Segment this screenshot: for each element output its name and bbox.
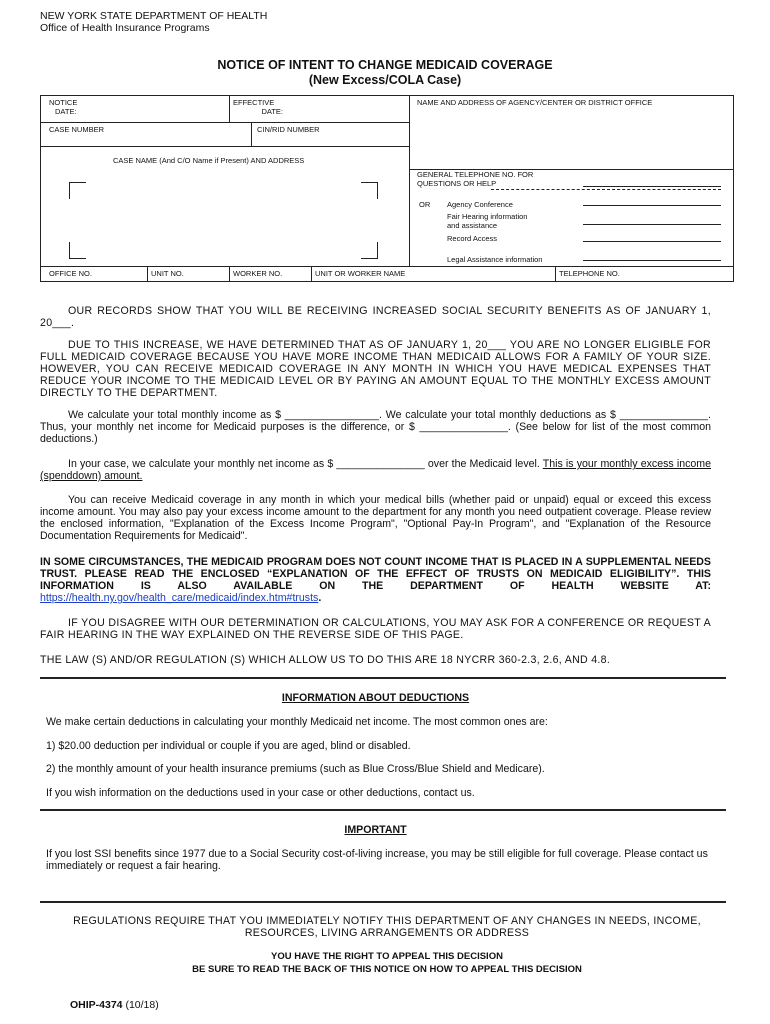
agency-header <box>40 10 267 34</box>
paragraph-disagree: IF YOU DISAGREE WITH OUR DETERMINATION OR CALCULATIONS, YOU MAY ASK FOR A CONFERENCE OR REQUEST A FAIR HEARING IN THE WAY EXPLAINED ON THE REVERSE SIDE OF THIS PAGE. <box>40 617 711 641</box>
important-text: If you lost SSI benefits since 1977 due to a Social Security cost-of-living increase, you may be still eligible for full coverage. Please contact us immediately or request a fair hearing. <box>46 848 708 872</box>
unit-no-label: UNIT NO. <box>151 269 184 278</box>
section-divider <box>40 901 726 903</box>
address-window-corner <box>69 182 86 199</box>
appeal-right: YOU HAVE THE RIGHT TO APPEAL THIS DECISION <box>271 951 503 962</box>
record-access-line[interactable] <box>583 241 721 242</box>
agency-name: NEW YORK STATE DEPARTMENT OF HEALTH <box>40 10 268 22</box>
divider <box>41 146 409 147</box>
address-window-corner <box>69 242 86 259</box>
deduction-item-2: 2) the monthly amount of your health insurance premiums (such as Blue Cross/Blue Shield and Medicare). <box>46 763 545 775</box>
notice-title: NOTICE OF INTENT TO CHANGE MEDICAID COVERAGE <box>217 58 553 72</box>
paragraph-ineligible: DUE TO THIS INCREASE, WE HAVE DETERMINED THAT AS OF JANUARY 1, 20___ YOU ARE NO LONGER ELIGIBLE FOR FULL MEDICAID COVERAGE BECAUSE YOU HAVE MORE INCOME THAN MEDICAID ALLOWS FOR A FAMILY OF YOUR SIZE. HOWEVER, YOU CAN RECEIVE MEDICAID COVERAGE IN ANY MONTH IN WHICH YOU HAVE MEDICAL EXPENSES THAT REDUCE YOUR INCOME TO THE MEDICAID LEVEL OR BY PAYING AN AMOUNT EQUAL TO THE MONTHLY EXCESS AMOUNT DIRECTLY TO THE DEPARTMENT. <box>40 339 711 399</box>
paragraph-ss-increase: OUR RECORDS SHOW THAT YOU WILL BE RECEIVING INCREASED SOCIAL SECURITY BENEFITS AS OF JANUARY 1, 20___. <box>40 305 711 329</box>
general-phone-line[interactable] <box>583 186 721 187</box>
telephone-no-label: TELEPHONE NO. <box>559 269 620 278</box>
paragraph-law: THE LAW (S) AND/OR REGULATION (S) WHICH ALLOW US TO DO THIS ARE 18 NYCRR 360-2.3, 2.6, AND 4.8. <box>40 654 611 666</box>
agency-address-label: NAME AND ADDRESS OF AGENCY/CENTER OR DISTRICT OFFICE <box>417 98 653 107</box>
form-number: OHIP-4374 (10/18) <box>70 999 159 1011</box>
or-label: OR <box>419 200 431 209</box>
regulations-notice: REGULATIONS REQUIRE THAT YOU IMMEDIATELY NOTIFY THIS DEPARTMENT OF ANY CHANGES IN NEEDS, INCOME, RESOURCES, LIVING ARRANGEMENTS OR ADDRESS <box>73 915 701 939</box>
address-window-corner <box>361 242 378 259</box>
record-access-label: Record Access <box>447 234 498 243</box>
office-no-label: OFFICE NO. <box>49 269 92 278</box>
deductions-intro: We make certain deductions in calculating your monthly Medicaid net income. The most common ones are: <box>46 716 548 728</box>
divider <box>409 96 410 266</box>
divider <box>41 266 734 267</box>
legal-assistance-label: Legal Assistance information <box>447 255 543 264</box>
general-phone-label: GENERAL TELEPHONE NO. FOR QUESTIONS OR HELP <box>417 170 534 188</box>
notice-subtitle: (New Excess/COLA Case) <box>308 73 462 87</box>
case-info-form <box>40 95 734 282</box>
legal-assistance-line[interactable] <box>583 260 721 261</box>
address-window-corner <box>361 182 378 199</box>
spenddown-note: This is your monthly excess income (spenddown) amount. <box>40 458 711 482</box>
section-divider <box>40 677 726 679</box>
case-number-label: CASE NUMBER <box>49 125 105 134</box>
divider <box>251 122 252 146</box>
divider <box>147 266 148 282</box>
notice-title-block <box>0 58 770 88</box>
case-name-label: CASE NAME (And C/O Name if Present) AND ADDRESS <box>113 156 305 165</box>
worker-no-label: WORKER NO. <box>233 269 283 278</box>
divider <box>555 266 556 282</box>
cin-rid-label: CIN/RID NUMBER <box>257 125 320 134</box>
divider <box>229 96 230 122</box>
paragraph-income-calc: We calculate your total monthly income as $ ________________. We calculate your total monthly deductions as $ _______________. Thus, your monthly net income for Medicaid purposes is the difference, or $ _______________. (See below for list of the most common deductions.) <box>40 409 711 445</box>
fair-hearing-line[interactable] <box>583 224 721 225</box>
fair-hearing-label: Fair Hearing information and assistance <box>447 212 528 230</box>
paragraph-coverage: You can receive Medicaid coverage in any month in which your medical bills (whether paid or unpaid) equal or exceed this excess income amount. You may also pay your excess income amount to the department for any month you need outpatient coverage. Please review the enclosed information, "Explanation of the Excess Income Program", "Optional Pay-In Program", and "Explanation of the Resource Documentation Requirements for Medicaid". <box>40 494 711 542</box>
agency-conference-line[interactable] <box>583 205 721 206</box>
deductions-heading: INFORMATION ABOUT DEDUCTIONS <box>281 692 470 704</box>
paragraph-trusts: IN SOME CIRCUMSTANCES, THE MEDICAID PROGRAM DOES NOT COUNT INCOME THAT IS PLACED IN A SUPPLEMENTAL NEEDS TRUST. PLEASE READ THE ENCLOSED “EXPLANATION OF THE EFFECT OF TRUSTS ON MEDICAID ELIGIBILITY”. THIS INFORMATION IS ALSO AVAILABLE ON THE DEPARTMENT OF HEALTH WEBSITE AT: https://health.ny.gov/health_care/medicaid/index.htm#trusts. <box>40 556 711 604</box>
agency-conference-label: Agency Conference <box>447 200 513 209</box>
general-phone-line[interactable] <box>491 189 721 190</box>
office-name: Office of Health Insurance Programs <box>40 22 210 34</box>
notice-date-label: NOTICE DATE: <box>49 98 78 116</box>
divider <box>311 266 312 282</box>
paragraph-net-income: In your case, we calculate your monthly net income as $ _______________ over the Medicaid level. This is your monthly excess income (spenddown) amount. <box>40 458 711 482</box>
important-heading: IMPORTANT <box>344 824 407 836</box>
appeal-instructions: BE SURE TO READ THE BACK OF THIS NOTICE ON HOW TO APPEAL THIS DECISION <box>192 964 582 975</box>
effective-date-label: EFFECTIVE DATE: <box>233 98 283 116</box>
divider <box>41 122 409 123</box>
divider <box>229 266 230 282</box>
deduction-item-1: 1) $20.00 deduction per individual or couple if you are aged, blind or disabled. <box>46 740 411 752</box>
unit-worker-name-label: UNIT OR WORKER NAME <box>315 269 406 278</box>
deductions-outro: If you wish information on the deductions used in your case or other deductions, contact us. <box>46 787 475 799</box>
section-divider <box>40 809 726 811</box>
trusts-link[interactable]: https://health.ny.gov/health_care/medicaid/index.htm#trusts <box>40 592 319 604</box>
